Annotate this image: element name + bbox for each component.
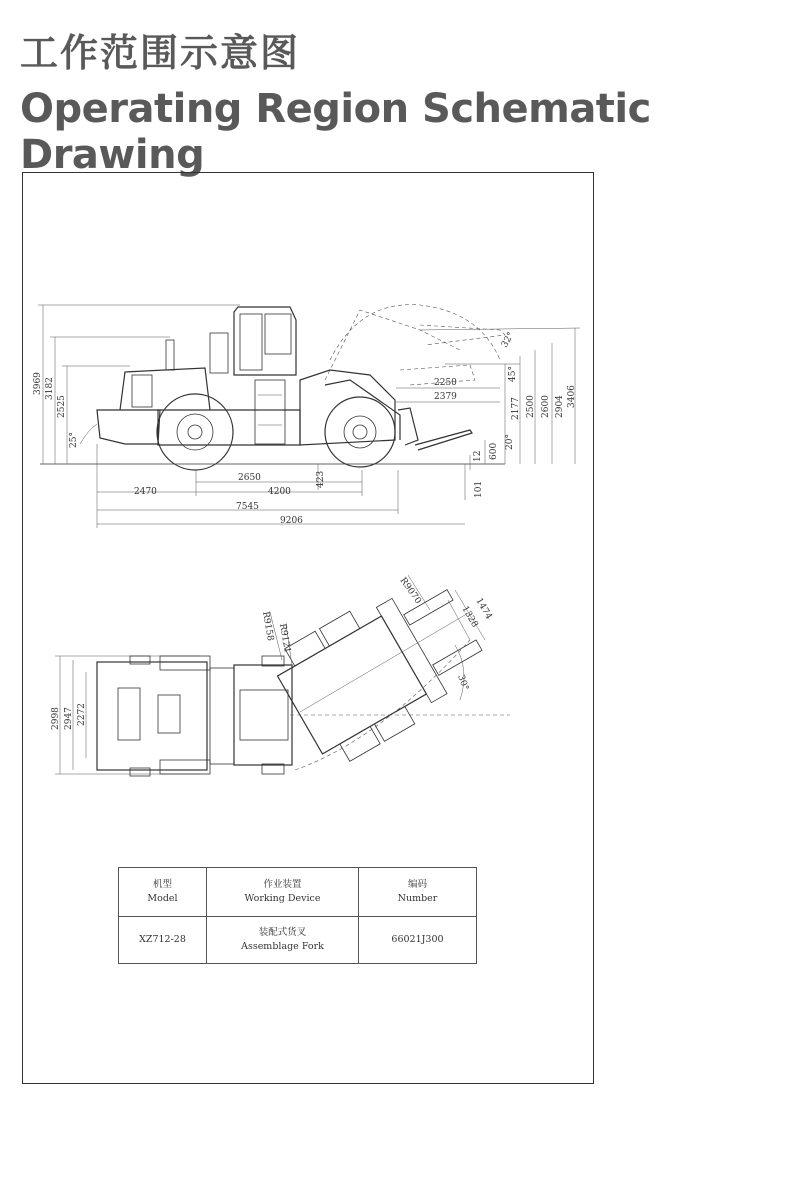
cell-device-en: Assemblage Fork [241, 940, 324, 952]
dim-1474: 1474 [473, 596, 494, 622]
header-working-device [207, 868, 359, 917]
dim-2904: 2904 [555, 395, 565, 418]
dim-2500: 2500 [526, 395, 536, 418]
top-view-loader [55, 564, 510, 776]
header-device-cn: 作业装置 [263, 878, 302, 890]
dim-2272: 2272 [77, 703, 87, 726]
dim-2947: 2947 [64, 707, 74, 730]
side-view-loader [38, 305, 580, 528]
dim-2379: 2379 [434, 392, 457, 402]
angle-20: 20° [505, 434, 515, 450]
cell-working-device [207, 916, 359, 964]
dim-2250: 2250 [434, 378, 457, 388]
header-number-en: Number [397, 892, 438, 904]
cell-model: XZ712-28 [119, 916, 207, 964]
page-title-chinese: 工作范围示意图 [20, 31, 301, 75]
radius-r9158: R9158 [260, 610, 276, 642]
header-number-cn: 编码 [407, 878, 427, 890]
dim-2998: 2998 [51, 707, 61, 730]
cell-number: 66021J300 [359, 916, 477, 964]
dim-2177: 2177 [511, 397, 521, 420]
header-model-en: Model [147, 892, 178, 904]
header-number [359, 868, 477, 917]
radius-r9070: R9070 [397, 575, 423, 607]
dim-3969: 3969 [33, 372, 43, 395]
dim-3182: 3182 [45, 377, 55, 400]
dim-12: 12 [473, 450, 483, 462]
dim-423: 423 [316, 470, 326, 488]
dim-7545: 7545 [236, 502, 259, 512]
angle-25: 25° [69, 432, 79, 448]
dim-9206: 9206 [280, 516, 303, 526]
dim-2600: 2600 [541, 395, 551, 418]
cell-device-cn: 装配式货叉 [258, 926, 307, 938]
angle-45: 45° [508, 366, 518, 382]
header-model [119, 868, 207, 917]
dim-1328: 1328 [459, 604, 480, 630]
header-model-cn: 机型 [152, 878, 172, 890]
dim-2650: 2650 [238, 473, 261, 483]
dim-2470: 2470 [134, 487, 157, 497]
page-title-english: Operating Region Schematic Drawing [20, 86, 651, 178]
dim-4200: 4200 [268, 487, 291, 497]
dim-600: 600 [489, 442, 499, 460]
dim-3406: 3406 [567, 385, 577, 408]
spec-table [118, 867, 477, 964]
dim-101: 101 [474, 480, 484, 498]
angle-30: 30° [455, 673, 471, 693]
radius-r9121: R9121 [277, 622, 293, 654]
header-device-en: Working Device [244, 892, 321, 904]
dim-2525: 2525 [57, 395, 67, 418]
angle-32: 32° [499, 330, 517, 350]
